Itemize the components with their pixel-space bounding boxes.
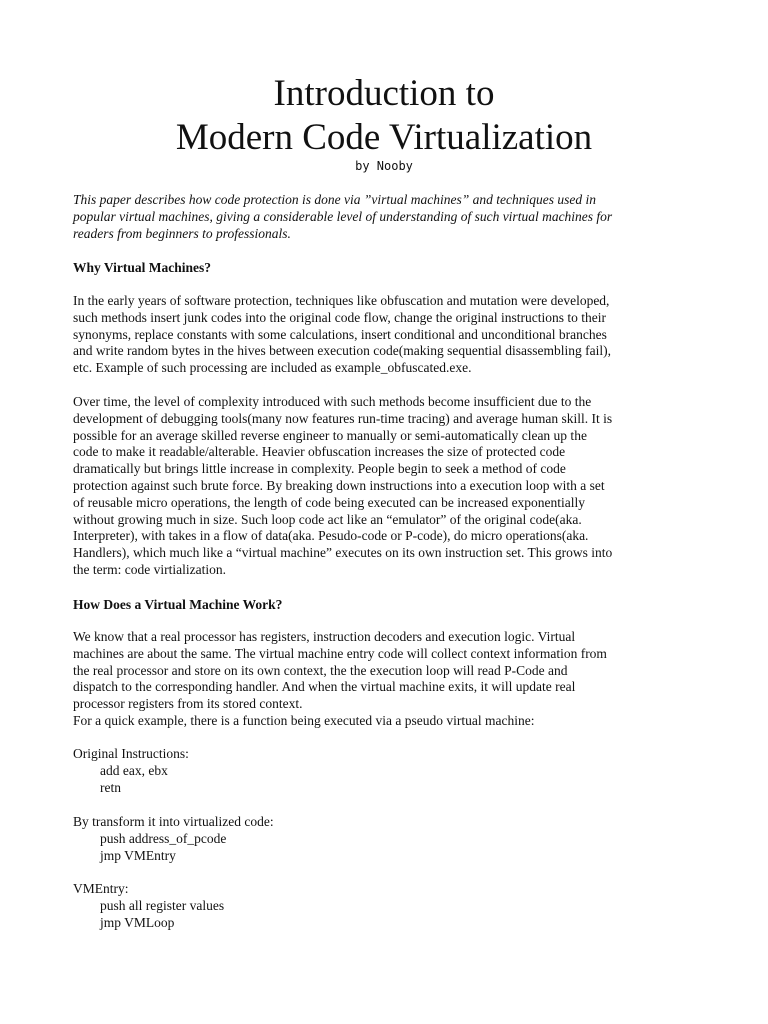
code-line: push address_of_pcode <box>100 830 227 846</box>
code-line: jmp VMEntry <box>100 847 176 863</box>
paragraph-line: Over time, the level of complexity introduced with such methods become insufficient due to the <box>73 394 592 409</box>
author-byline: by Nooby <box>355 159 413 173</box>
code-block-label: VMEntry: <box>73 881 129 896</box>
code-block-vmentry <box>73 881 224 931</box>
paragraph-vm-structure <box>73 629 607 730</box>
abstract-line: readers from beginners to professionals. <box>73 226 291 242</box>
paragraph-line: without growing much in size. Such loop code act like an “emulator” of the original code(aka. <box>73 511 582 527</box>
paragraph-line: Interpreter), with takes in a flow of data(aka. Pesudo-code or P-code), do micro operations(aka. <box>73 528 589 544</box>
code-block-label: By transform it into virtualized code: <box>73 814 274 829</box>
paragraph-line: synonyms, replace constants with some calculations, insert conditional and unconditional branches <box>73 326 607 342</box>
code-line: retn <box>100 779 121 795</box>
code-line: push all register values <box>100 897 225 913</box>
paragraph-line: In the early years of software protection, techniques like obfuscation and mutation were developed, <box>73 293 610 308</box>
code-block-label: Original Instructions: <box>73 746 189 761</box>
document-title-line-2: Modern Code Virtualization <box>175 117 593 158</box>
section-heading-how-vm-works: How Does a Virtual Machine Work? <box>73 597 283 612</box>
paragraph-line: machines are about the same. The virtual machine entry code will collect context information from <box>73 645 607 661</box>
paragraph-line: We know that a real processor has registers, instruction decoders and execution logic. Virtual <box>73 629 576 644</box>
paragraph-line: Handlers), which much like a “virtual machine” executes on its own instruction set. This grows into <box>73 545 613 561</box>
paragraph-line: dramatically but brings little increase in complexity. People begin to seek a method of code <box>73 461 566 477</box>
section-heading-why-virtual-machines: Why Virtual Machines? <box>73 260 212 275</box>
abstract-line: This paper describes how code protection is done via ”virtual machines” and techniques used in <box>73 192 596 207</box>
paragraph-line: the term: code virtialization. <box>73 561 226 577</box>
paragraph-line: code to make it readable/alterable. Heavier obfuscation increases the size of protected code <box>73 444 566 460</box>
paragraph-line: possible for an average skilled reverse engineer to manually or semi-automatically clean up the <box>73 427 587 443</box>
paragraph-early-protection <box>73 293 611 377</box>
paragraph-line: protection against such brute force. By breaking down instructions into a execution loop with a set <box>73 477 605 493</box>
document-title-line-1: Introduction to <box>273 73 495 114</box>
code-line: jmp VMLoop <box>100 914 175 930</box>
paragraph-line: the real processor and store on its own context, the the execution loop will read P-Code and <box>73 662 568 678</box>
code-block-original-instructions <box>73 746 189 796</box>
code-block-virtualized <box>73 814 274 864</box>
paragraph-line: processor registers from its stored context. <box>73 696 303 712</box>
paragraph-line: development of debugging tools(many now features run-time tracing) and average human skill. It is <box>73 410 613 426</box>
paragraph-line: etc. Example of such processing are included as example_obfuscated.exe. <box>73 360 472 376</box>
abstract <box>73 191 703 243</box>
abstract-line: popular virtual machines, giving a considerable level of understanding of such virtual machines for <box>73 209 613 225</box>
paragraph-line: and write random bytes in the hives between execution code(making sequential disassembling fail), <box>73 343 611 359</box>
paragraph-line: dispatch to the corresponding handler. And when the virtual machine exits, it will update real <box>73 679 576 695</box>
paragraph-line: For a quick example, there is a function being executed via a pseudo virtual machine: <box>73 712 535 728</box>
code-line: add eax, ebx <box>100 762 168 778</box>
paragraph-line: of reusable micro operations, the length of code being executed can be increased exponentially <box>73 494 586 510</box>
paragraph-complexity <box>73 394 612 579</box>
paragraph-line: such methods insert junk codes into the original code flow, change the original instructions to their <box>73 309 607 325</box>
